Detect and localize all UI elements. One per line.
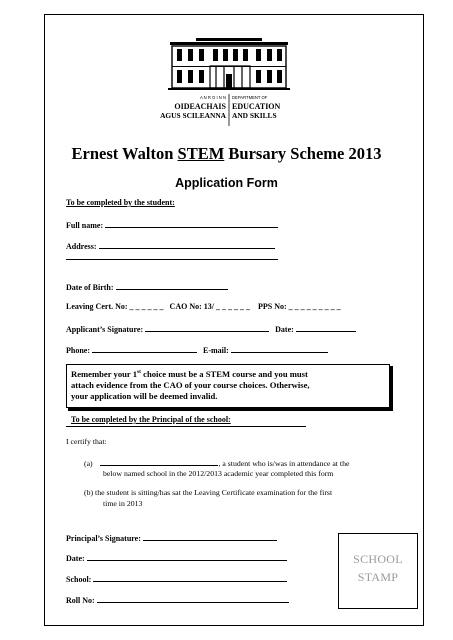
applicant-date-field[interactable] (296, 323, 356, 332)
dob-label: Date of Birth: (66, 283, 114, 292)
roll-field[interactable] (97, 594, 289, 603)
principal-date-label: Date: (66, 554, 85, 563)
address-field-line2[interactable] (66, 259, 278, 260)
roll-label: Roll No: (66, 596, 95, 605)
item-a-label: (a) (84, 459, 93, 468)
logo-english-small: DEPARTMENT OF (232, 95, 268, 100)
principal-signature-row (66, 532, 277, 543)
stem-choice-notice (66, 364, 390, 408)
principal-date-row (66, 552, 287, 563)
school-row (66, 573, 287, 584)
logo-english-line1: EDUCATION (232, 102, 281, 111)
item-a-line2: below named school in the 2012/2013 academic year completed this form (103, 469, 334, 478)
logo-gaelic-line1: OIDEACHAIS (174, 102, 226, 111)
school-label: School: (66, 575, 92, 584)
roll-row (66, 594, 289, 605)
logo-gaelic-line2: AGUS SCILEANNA (160, 111, 226, 120)
address-row (66, 240, 275, 251)
item-b-line2: time in 2013 (103, 499, 143, 508)
notice-shadow-bottom (68, 408, 392, 411)
stamp-line1: SCHOOL (353, 552, 403, 566)
address-label: Address: (66, 242, 97, 251)
department-logo-building-icon (160, 36, 290, 128)
dob-field[interactable] (116, 281, 228, 290)
title-suffix: Bursary Scheme 2013 (224, 144, 382, 163)
applicant-signature-row (66, 323, 356, 334)
principal-section-heading: To be completed by the Principal of the school: (71, 415, 231, 424)
pps-label[interactable]: PPS No: _ _ _ _ _ _ _ _ _ (258, 302, 341, 311)
applicant-date-label: Date: (275, 325, 294, 334)
principal-date-field[interactable] (87, 552, 287, 561)
principal-signature-label: Principal’s Signature: (66, 534, 141, 543)
notice-line3: your application will be deemed invalid. (71, 390, 218, 401)
form-title (0, 144, 453, 164)
email-label: E-mail: (203, 346, 229, 355)
notice-part1: Remember your 1 (71, 368, 138, 379)
phone-label: Phone: (66, 346, 90, 355)
notice-part2: choice must be a STEM course and you must (141, 368, 308, 379)
notice-sup: st (137, 369, 142, 375)
student-name-field[interactable] (100, 458, 218, 466)
item-a-text1: , a student who is/was in attendance at the (218, 459, 350, 468)
leaving-cert-label[interactable]: Leaving Cert. No: _ _ _ _ _ _ (66, 302, 164, 311)
certify-text: I certify that: (66, 437, 107, 446)
student-section-heading: To be completed by the student: (66, 198, 175, 207)
form-subtitle: Application Form (175, 176, 278, 190)
full-name-field[interactable] (105, 219, 278, 228)
phone-field[interactable] (92, 344, 197, 353)
title-prefix: Ernest Walton (71, 144, 178, 163)
stamp-line2: STAMP (357, 570, 399, 584)
email-field[interactable] (231, 344, 328, 353)
cao-label[interactable]: CAO No: 13/ _ _ _ _ _ _ (169, 302, 250, 311)
applicant-signature-label: Applicant’s Signature: (66, 325, 144, 334)
address-field-line1[interactable] (99, 240, 275, 249)
logo-english-line2: AND SKILLS (232, 111, 277, 120)
item-a-line1 (84, 458, 349, 468)
numbers-row (66, 302, 341, 311)
full-name-label: Full name: (66, 221, 104, 230)
principal-signature-field[interactable] (143, 532, 277, 541)
school-stamp-box (338, 533, 418, 609)
notice-shadow-right (390, 366, 393, 411)
full-name-row (66, 219, 278, 230)
school-field[interactable] (93, 573, 287, 582)
applicant-signature-field[interactable] (145, 323, 269, 332)
title-stem: STEM (177, 144, 225, 163)
item-b-line1: (b) the student is sitting/has sat the Leaving Certificate examination for the first (84, 488, 333, 497)
contact-row (66, 344, 328, 355)
logo-gaelic-small: A N R O I N N (199, 95, 226, 100)
notice-line2: attach evidence from the CAO of your course choices. Otherwise, (71, 379, 310, 390)
dob-row (66, 281, 228, 292)
